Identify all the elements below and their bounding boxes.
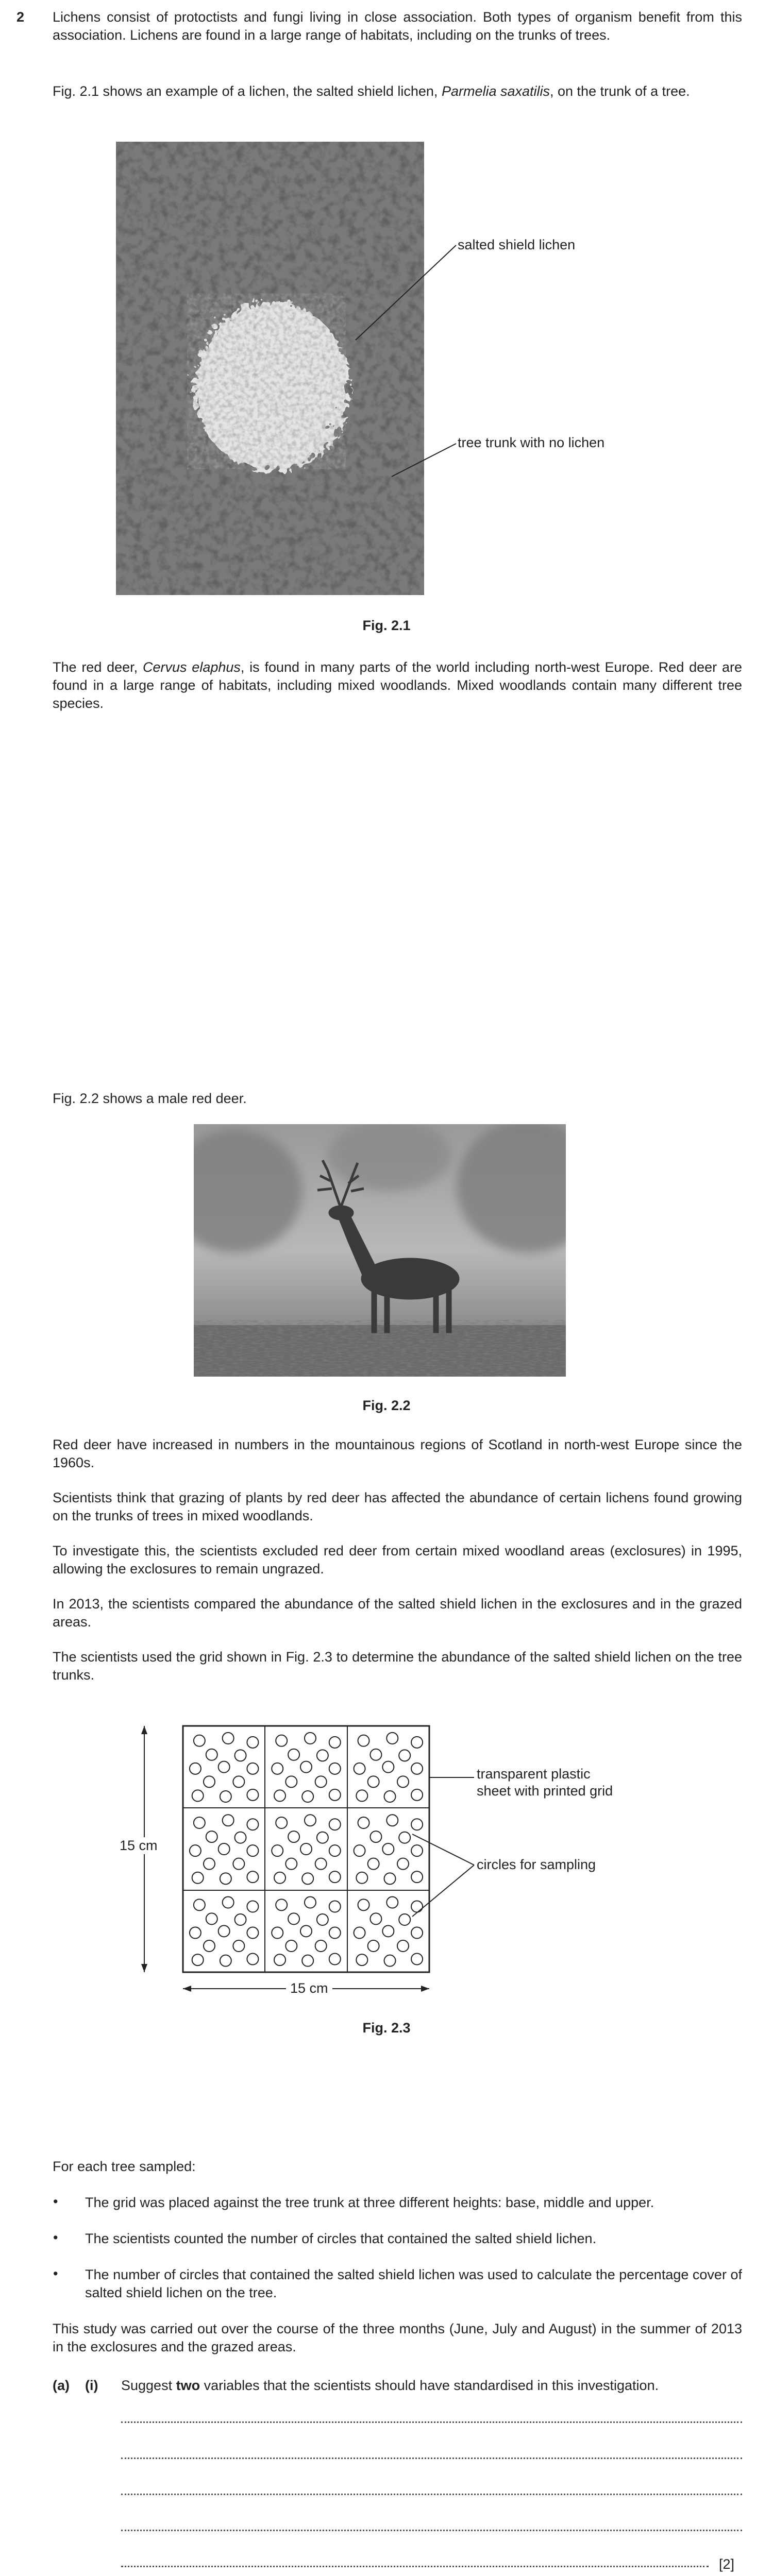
question-number: 2 bbox=[16, 9, 25, 25]
sampling-circle bbox=[247, 1953, 258, 1964]
sampling-circle bbox=[219, 1925, 230, 1937]
fig21-leader-lines bbox=[0, 0, 773, 618]
sampling-circle bbox=[285, 1940, 297, 1952]
label-transparent-sheet-line2: sheet with printed grid bbox=[477, 1783, 613, 1799]
sampling-circle bbox=[288, 1831, 299, 1842]
sampling-circle bbox=[329, 1819, 341, 1830]
sampling-circle bbox=[397, 1776, 409, 1787]
sampling-circle bbox=[370, 1749, 381, 1760]
sampling-circle bbox=[235, 1914, 246, 1925]
sampling-circle bbox=[223, 1815, 234, 1826]
sampling-circle bbox=[358, 1817, 369, 1828]
sampling-circle bbox=[399, 1914, 410, 1925]
sampling-circle bbox=[368, 1940, 379, 1952]
sampling-circle bbox=[233, 1858, 244, 1870]
sampling-circle bbox=[192, 1790, 204, 1801]
intro-p2-text-a: Fig. 2.1 shows an example of a lichen, the salted shield lichen, bbox=[53, 83, 442, 99]
sampling-circle bbox=[382, 1925, 394, 1937]
sampling-circle bbox=[219, 1843, 230, 1855]
deer-text-a: The red deer, bbox=[53, 659, 143, 675]
sampling-circle bbox=[354, 1763, 365, 1774]
sampling-circle bbox=[272, 1845, 283, 1856]
paragraph-red-deer-numbers: Red deer have increased in numbers in the mountainous regions of Scotland in north-west Europe since the 1960s. bbox=[53, 1437, 742, 1470]
sampling-circle bbox=[397, 1858, 409, 1870]
answer-line-a-i-2[interactable] bbox=[121, 2452, 742, 2459]
sampling-circle bbox=[285, 1858, 297, 1870]
sampling-circle bbox=[285, 1776, 297, 1787]
sampling-circle bbox=[233, 1776, 244, 1787]
method-intro: For each tree sampled: bbox=[53, 2159, 196, 2174]
bullet-marker-1: • bbox=[53, 2194, 58, 2209]
sampling-circle bbox=[386, 1815, 398, 1826]
a-i-bold: two bbox=[176, 2378, 200, 2393]
sampling-circle bbox=[247, 1763, 258, 1774]
sampling-circle bbox=[235, 1750, 246, 1761]
label-circles-for-sampling: circles for sampling bbox=[477, 1857, 596, 1872]
sampling-circle bbox=[356, 1790, 367, 1801]
sampling-circle bbox=[411, 1953, 423, 1964]
label-horizontal-dimension: 15 cm bbox=[286, 1980, 332, 1997]
sampling-circle bbox=[223, 1733, 234, 1744]
a-i-text-a: Suggest bbox=[121, 2378, 176, 2393]
sampling-circle bbox=[368, 1776, 379, 1787]
sampling-circle bbox=[220, 1791, 231, 1802]
method-bullet-2: The scientists counted the number of circles that contained the salted shield lichen. bbox=[85, 2231, 597, 2246]
sampling-circle bbox=[411, 1927, 423, 1939]
paragraph-exclosures: To investigate this, the scientists excluded red deer from certain mixed woodland areas (exclosures) in 1995, allowing the exclosures to remain ungrazed. bbox=[53, 1543, 742, 1577]
method-bullet-3: The number of circles that contained the salted shield lichen was used to calculate the percentage cover of salted shield lichen on the tree. bbox=[85, 2267, 742, 2300]
sampling-circle bbox=[354, 1845, 365, 1856]
sampling-circle bbox=[302, 1873, 313, 1884]
sampling-circle bbox=[235, 1832, 246, 1843]
label-tree-trunk: tree trunk with no lichen bbox=[458, 435, 605, 450]
method-bullet-1: The grid was placed against the tree trunk at three different heights: base, middle and upper. bbox=[85, 2195, 654, 2210]
sampling-circle bbox=[411, 1789, 423, 1801]
sampling-circle bbox=[317, 1750, 328, 1761]
intro-p2-text-b: , on the trunk of a tree. bbox=[550, 83, 690, 99]
sampling-circle bbox=[302, 1791, 313, 1802]
marks-a-i: [2] bbox=[719, 2556, 735, 2572]
sampling-circle bbox=[272, 1927, 283, 1939]
sampling-circle bbox=[411, 1763, 423, 1774]
intro-paragraph-1: Lichens consist of protoctists and fungi living in close association. Both types of organism benefit from this association. Lichens are found in a large range of habitats, including on the trunks of trees. bbox=[53, 9, 742, 43]
sampling-circle bbox=[276, 1817, 287, 1828]
paragraph-grazing: Scientists think that grazing of plants by red deer has affected the abundance of certain lichens found growing on the trunks of trees in mixed woodlands. bbox=[53, 1490, 742, 1523]
sampling-circle bbox=[329, 1953, 341, 1964]
deer-text-b: , is found in many parts of the world including north-west Europe. Red deer are found in a large range of habitats, including mixed woodlands. Mixed woodlands contain many different tree species. bbox=[53, 659, 742, 711]
sampling-circle bbox=[305, 1815, 316, 1826]
label-vertical-dimension: 15 cm bbox=[120, 1838, 158, 1853]
sampling-circle bbox=[288, 1749, 299, 1760]
sampling-circles bbox=[190, 1733, 423, 1967]
sampling-circle bbox=[300, 1843, 312, 1855]
sampling-circle bbox=[329, 1871, 341, 1883]
sampling-circle bbox=[368, 1858, 379, 1870]
sampling-circle bbox=[247, 1845, 258, 1856]
sampling-circle bbox=[276, 1735, 287, 1747]
sampling-circle bbox=[190, 1763, 201, 1774]
sampling-circle bbox=[329, 1927, 341, 1939]
sampling-circle bbox=[194, 1899, 205, 1910]
answer-line-a-i-1[interactable] bbox=[121, 2416, 742, 2423]
sampling-circle bbox=[247, 1927, 258, 1939]
sampling-circle bbox=[194, 1817, 205, 1828]
sampling-circle bbox=[204, 1776, 215, 1787]
deer-paragraph bbox=[53, 658, 742, 713]
sampling-circle bbox=[233, 1940, 244, 1952]
sampling-circle bbox=[247, 1871, 258, 1883]
fig21-caption: Fig. 2.1 bbox=[362, 618, 411, 633]
sampling-circle bbox=[276, 1899, 287, 1910]
deer-photo bbox=[194, 1124, 566, 1377]
deer-species: Cervus elaphus bbox=[142, 659, 241, 675]
sampling-circle bbox=[247, 1819, 258, 1830]
sampling-circle bbox=[317, 1914, 328, 1925]
sampling-circle bbox=[329, 1789, 341, 1801]
sampling-circle bbox=[274, 1954, 285, 1965]
sampling-circle bbox=[274, 1790, 285, 1801]
sampling-circle bbox=[411, 1737, 423, 1748]
sampling-circle bbox=[329, 1901, 341, 1912]
sampling-circle bbox=[219, 1761, 230, 1773]
sampling-circle bbox=[382, 1761, 394, 1773]
sampling-circle bbox=[206, 1831, 217, 1842]
sampling-circle bbox=[206, 1913, 217, 1924]
sampling-circle bbox=[397, 1940, 409, 1952]
part-a-label: (a) bbox=[53, 2378, 70, 2393]
sampling-circle bbox=[305, 1733, 316, 1744]
sampling-circle bbox=[384, 1873, 396, 1884]
bullet-marker-3: • bbox=[53, 2266, 58, 2281]
fig22-caption: Fig. 2.2 bbox=[362, 1398, 411, 1413]
sampling-circle bbox=[329, 1737, 341, 1748]
fig22-intro: Fig. 2.2 shows a male red deer. bbox=[53, 1091, 247, 1106]
sampling-circle bbox=[247, 1789, 258, 1801]
sampling-circle bbox=[220, 1955, 231, 1967]
sampling-circle bbox=[399, 1750, 410, 1761]
study-paragraph: This study was carried out over the course of the three months (June, July and August) in the summer of 2013 in the exclosures and the grazed areas. bbox=[53, 2321, 742, 2354]
sampling-circle bbox=[220, 1873, 231, 1884]
sampling-circle bbox=[300, 1925, 312, 1937]
sampling-circle bbox=[302, 1955, 313, 1967]
sampling-circle bbox=[370, 1913, 381, 1924]
sampling-circle bbox=[317, 1832, 328, 1843]
sampling-circle bbox=[411, 1901, 423, 1912]
part-a-i-question bbox=[121, 2377, 742, 2395]
sampling-circle bbox=[194, 1735, 205, 1747]
sampling-circle bbox=[370, 1831, 381, 1842]
sampling-circle bbox=[315, 1940, 327, 1952]
sampling-circle bbox=[192, 1872, 204, 1884]
sampling-circle bbox=[223, 1897, 234, 1908]
sampling-circle bbox=[247, 1901, 258, 1912]
sampling-circle bbox=[386, 1733, 398, 1744]
part-a-i-label: (i) bbox=[85, 2378, 98, 2393]
sampling-circle bbox=[382, 1843, 394, 1855]
sampling-circle bbox=[315, 1858, 327, 1870]
sampling-circle bbox=[411, 1819, 423, 1830]
sampling-circle bbox=[384, 1955, 396, 1967]
answer-line-a-i-4[interactable] bbox=[121, 2524, 742, 2531]
sampling-circle bbox=[356, 1954, 367, 1965]
answer-line-a-i-3[interactable] bbox=[121, 2488, 742, 2495]
bullet-marker-2: • bbox=[53, 2230, 58, 2245]
sampling-circle bbox=[354, 1927, 365, 1939]
paragraph-grid-use: The scientists used the grid shown in Fig. 2.3 to determine the abundance of the salted shield lichen on the tree trunks. bbox=[53, 1649, 742, 1683]
sampling-circle bbox=[411, 1845, 423, 1856]
deer-photo-graphic bbox=[194, 1124, 566, 1377]
sampling-grid-figure bbox=[0, 1710, 773, 1999]
sampling-circle bbox=[358, 1735, 369, 1747]
sampling-circle bbox=[272, 1763, 283, 1774]
sampling-circle bbox=[274, 1872, 285, 1884]
sampling-circle bbox=[206, 1749, 217, 1760]
sampling-circle bbox=[204, 1940, 215, 1952]
sampling-circle bbox=[399, 1832, 410, 1843]
paragraph-2013-comparison: In 2013, the scientists compared the abundance of the salted shield lichen in the exclosures and in the grazed areas. bbox=[53, 1596, 742, 1630]
label-salted-shield-lichen: salted shield lichen bbox=[458, 237, 576, 252]
sampling-circle bbox=[204, 1858, 215, 1870]
sampling-circle bbox=[358, 1899, 369, 1910]
sampling-circle bbox=[190, 1845, 201, 1856]
sampling-circle bbox=[386, 1897, 398, 1908]
intro-p2-species: Parmelia saxatilis bbox=[441, 83, 550, 99]
sampling-circle bbox=[190, 1927, 201, 1939]
sampling-circle bbox=[356, 1872, 367, 1884]
answer-line-a-i-5[interactable] bbox=[121, 2561, 709, 2567]
sampling-circle bbox=[300, 1761, 312, 1773]
sampling-circle bbox=[329, 1845, 341, 1856]
sampling-circle bbox=[192, 1954, 204, 1965]
sampling-circle bbox=[247, 1737, 258, 1748]
label-transparent-sheet-line1: transparent plastic bbox=[477, 1766, 591, 1782]
sampling-circle bbox=[384, 1791, 396, 1802]
sampling-circle bbox=[329, 1763, 341, 1774]
sampling-circle bbox=[315, 1776, 327, 1787]
sampling-circle bbox=[305, 1897, 316, 1908]
a-i-text-b: variables that the scientists should have standardised in this investigation. bbox=[200, 2378, 659, 2393]
sampling-circle bbox=[411, 1871, 423, 1883]
sampling-circle bbox=[288, 1913, 299, 1924]
fig23-caption: Fig. 2.3 bbox=[362, 2020, 411, 2036]
